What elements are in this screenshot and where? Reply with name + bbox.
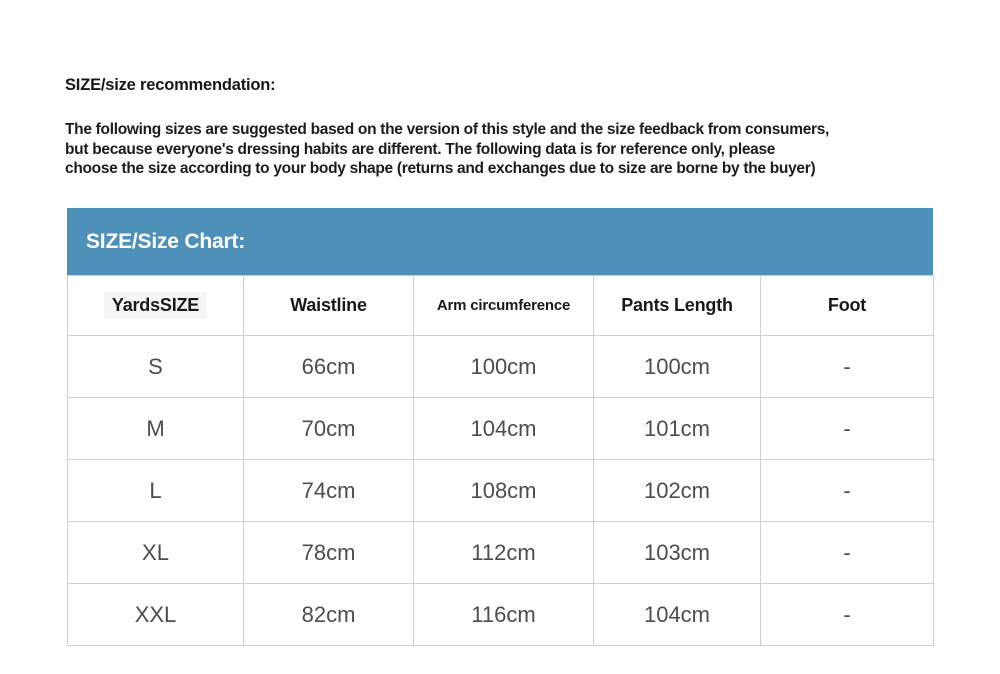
size-chart-title: SIZE/Size Chart: — [86, 229, 245, 253]
table-row — [68, 460, 934, 522]
cell-waistline: 82cm — [244, 584, 414, 646]
cell-pants: 100cm — [594, 336, 761, 398]
cell-arm: 100cm — [414, 336, 594, 398]
cell-waistline: 74cm — [244, 460, 414, 522]
size-chart-title-bar — [67, 208, 933, 275]
table-row — [68, 398, 934, 460]
cell-arm: 112cm — [414, 522, 594, 584]
column-header-size — [68, 276, 244, 336]
cell-foot: - — [761, 398, 934, 460]
paragraph-line: choose the size according to your body shape (returns and exchanges due to size are borne by the buyer) — [65, 160, 816, 177]
cell-size: S — [68, 336, 244, 398]
size-chart-section — [67, 208, 933, 646]
column-header-pants-length: Pants Length — [594, 276, 761, 336]
size-chart-table — [67, 275, 934, 646]
cell-foot: - — [761, 460, 934, 522]
cell-size: L — [68, 460, 244, 522]
cell-foot: - — [761, 584, 934, 646]
size-recommendation-heading: SIZE/size recommendation: — [65, 76, 276, 94]
table-header-row — [68, 276, 934, 336]
cell-waistline: 78cm — [244, 522, 414, 584]
cell-foot: - — [761, 336, 934, 398]
cell-size: XXL — [68, 584, 244, 646]
cell-arm: 116cm — [414, 584, 594, 646]
cell-pants: 101cm — [594, 398, 761, 460]
cell-arm: 108cm — [414, 460, 594, 522]
cell-waistline: 66cm — [244, 336, 414, 398]
cell-pants: 104cm — [594, 584, 761, 646]
cell-size: M — [68, 398, 244, 460]
cell-pants: 103cm — [594, 522, 761, 584]
cell-waistline: 70cm — [244, 398, 414, 460]
column-header-size-label: YardsSIZE — [104, 292, 207, 319]
column-header-waistline: Waistline — [244, 276, 414, 336]
table-row — [68, 336, 934, 398]
paragraph-line: but because everyone's dressing habits are different. The following data is for reference only, please — [65, 140, 776, 158]
paragraph-line: The following sizes are suggested based on the version of this style and the size feedback from consumers, — [65, 121, 830, 138]
cell-size: XL — [68, 522, 244, 584]
table-row — [68, 522, 934, 584]
cell-arm: 104cm — [414, 398, 594, 460]
column-header-foot: Foot — [761, 276, 934, 336]
cell-foot: - — [761, 522, 934, 584]
column-header-arm-circumference: Arm circumference — [414, 276, 594, 336]
cell-pants: 102cm — [594, 460, 761, 522]
size-recommendation-paragraph — [65, 120, 955, 179]
table-row — [68, 584, 934, 646]
